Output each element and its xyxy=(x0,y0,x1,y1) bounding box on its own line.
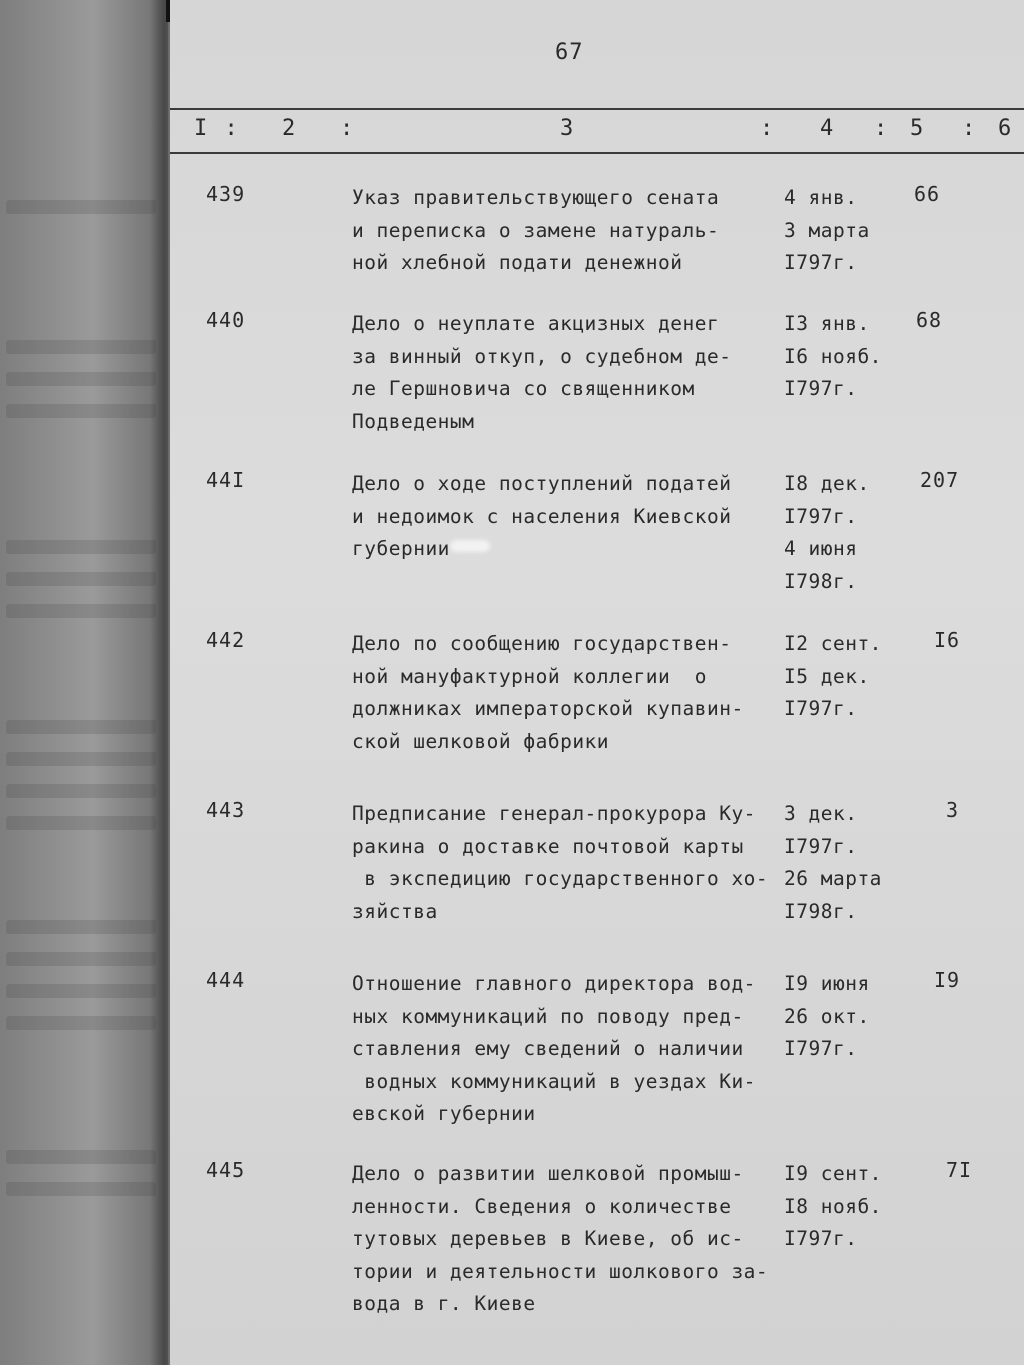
entry-dates: I9 сент. I8 нояб. I797г. xyxy=(784,1162,882,1250)
entry-sheets: I9 xyxy=(934,968,961,992)
column-header-5: 5 xyxy=(910,116,926,141)
entry-sheets: 3 xyxy=(946,798,960,822)
entry-title: Дело по сообщению государствен- ной мануфактурной коллегии о должниках императорской купавин- ской шелковой фабрики xyxy=(352,632,744,753)
header-rule-bottom xyxy=(170,152,1024,154)
entry-number: 444 xyxy=(206,968,246,992)
entry-dates: I3 янв. I6 нояб. I797г. xyxy=(784,312,882,400)
entry-number: 445 xyxy=(206,1158,246,1182)
document-page xyxy=(170,0,1024,1365)
entry-dates: I8 дек. I797г. 4 июня I798г. xyxy=(784,472,870,593)
entry-number: 439 xyxy=(206,182,246,206)
entry-number: 442 xyxy=(206,628,246,652)
column-header-2: 2 xyxy=(282,116,298,141)
entry-title: Дело о ходе поступлений податей и недоимок с населения Киевской губернии xyxy=(352,472,732,560)
entry-dates: I2 сент. I5 дек. I797г. xyxy=(784,632,882,720)
column-header-4: 4 xyxy=(820,116,836,141)
entry-title: Дело о развитии шелковой промыш- ленности. Сведения о количестве тутовых деревьев в Киеве, об ис- тории и деятельности шолкового за- вода в г. Киеве xyxy=(352,1162,769,1315)
column-header-3: 3 xyxy=(560,116,576,141)
column-header-sep-2: : xyxy=(340,116,356,141)
entry-sheets: 207 xyxy=(920,468,960,492)
facing-page xyxy=(0,0,168,1365)
column-header-sep-3: : xyxy=(760,116,776,141)
entry-number: 443 xyxy=(206,798,246,822)
entry-sheets: I6 xyxy=(934,628,961,652)
entry-sheets: 7I xyxy=(946,1158,973,1182)
entry-number: 440 xyxy=(206,308,246,332)
entry-title: Предписание генерал-прокурора Ку- ракина о доставке почтовой карты в экспедицию государственного хо- зяйства xyxy=(352,802,769,923)
column-header-sep-4: : xyxy=(874,116,890,141)
paper-smudge xyxy=(450,540,490,552)
column-header-1: I : xyxy=(194,116,240,141)
entry-title: Отношение главного директора вод- ных коммуникаций по поводу пред- ставления ему сведений о наличии водных коммуникаций в уездах Ки- евской губернии xyxy=(352,972,756,1125)
entry-title: Дело о неуплате акцизных денег за винный откуп, о судебном де- ле Гершновича со священником Подведеным xyxy=(352,312,732,433)
column-header-sep-5: : xyxy=(962,116,978,141)
entry-title: Указ правительствующего сената и переписка о замене натураль- ной хлебной подати денежной xyxy=(352,186,720,274)
entry-dates: 3 дек. I797г. 26 марта I798г. xyxy=(784,802,882,923)
entry-number: 44I xyxy=(206,468,246,492)
entry-dates: 4 янв. 3 марта I797г. xyxy=(784,186,870,274)
entry-sheets: 66 xyxy=(914,182,941,206)
page-number: 67 xyxy=(555,40,584,65)
column-header-6: 6 xyxy=(998,116,1014,141)
entry-dates: I9 июня 26 окт. I797г. xyxy=(784,972,870,1060)
entry-sheets: 68 xyxy=(916,308,943,332)
header-rule-top xyxy=(170,108,1024,110)
